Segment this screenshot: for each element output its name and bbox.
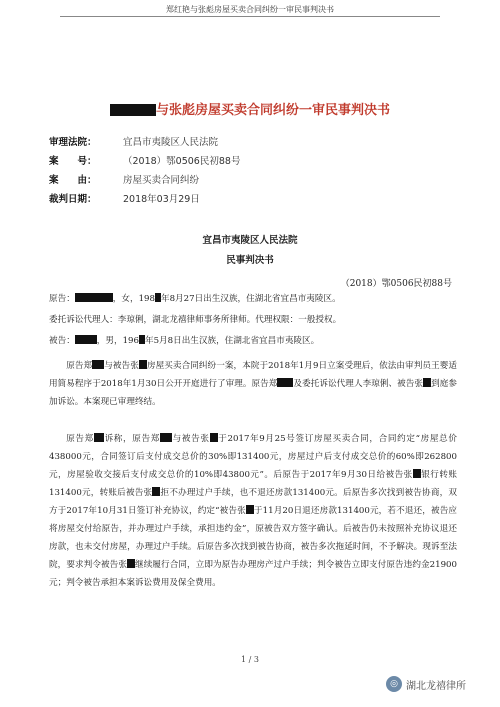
meta-row-cause — [49, 169, 469, 188]
defendant-line — [49, 334, 459, 348]
party-text: ，女，198 — [112, 294, 155, 304]
para-text: 拒不办理过户手续，也不退还房款131400元。后原告多次找到被告协商，双方于2017年10月31日签订补充协议，约定“被告张 — [49, 488, 458, 516]
redaction-bar — [127, 559, 135, 568]
case-number: （2018）鄂0506民初88号 — [340, 279, 452, 289]
brand-watermark — [386, 676, 466, 692]
para-text: 诉称，原告郑 — [103, 434, 161, 444]
meta-value: （2018）鄂0506民初88号 — [123, 155, 241, 167]
agent-line: 委托诉讼代理人：李琼俐，湖北龙禧律师事务所律师。代理权限：一般授权。 — [49, 315, 342, 325]
redaction-bar — [246, 505, 254, 514]
court-name: 宜昌市夷陵区人民法院 — [202, 235, 298, 246]
meta-value: 房屋买卖合同纠纷 — [123, 174, 200, 186]
document-title-text: 与张彪房屋买卖合同纠纷一审民事判决书 — [155, 103, 390, 118]
document-title — [0, 99, 500, 118]
redaction-bar — [277, 378, 293, 387]
para-text: 及委托诉讼代理人李琼俐、被告张 — [293, 379, 424, 389]
meta-row-case-number — [49, 150, 469, 169]
party-text: 原告： — [49, 294, 75, 304]
case-metadata — [49, 131, 469, 207]
redaction-bar — [75, 335, 97, 344]
para-text: 到庭参加诉讼。本案现已审理终结。 — [49, 379, 457, 407]
party-text: ，男，196 — [96, 336, 139, 346]
party-text: 被告： — [49, 336, 75, 346]
redaction-bar — [92, 360, 104, 369]
party-text: 年5月8日出生汉族，住湖北省宜昌市夷陵区。 — [144, 336, 320, 346]
document-type: 民事判决书 — [226, 255, 274, 266]
para-text: 房屋买卖合同纠纷一案，本院于2018年1月9日立案受理后，依法由审判员王婴适用简易程序于2018年1月30日公开开庭进行了审理。原告郑 — [49, 361, 457, 389]
meta-row-court — [49, 131, 469, 150]
paragraph-procedure — [49, 357, 457, 411]
redaction-bar — [75, 293, 113, 302]
para-text: 于2017年9月25号签订房屋买卖合同，合同约定“房屋总价438000元，合同签订后支付成交总价的30%即131400元，房屋过户后支付成交总价的60%即262800元，房屋验收交接后支付成交总价的10%即43800元”。后原告于2017年9月30日给被告张 — [49, 434, 457, 480]
paragraph-claims — [49, 430, 457, 592]
redaction-bar — [110, 104, 156, 116]
running-header: 郑红艳与张彪房屋买卖合同纠纷一审民事判决书 — [166, 5, 334, 14]
plaintiff-line — [49, 292, 459, 306]
meta-label: 案 由： — [49, 174, 97, 186]
meta-label: 裁判日期： — [49, 193, 97, 205]
page-number: 1 / 3 — [241, 655, 259, 664]
party-text: 年8月27日出生汉族，住湖北省宜昌市夷陵区。 — [160, 294, 341, 304]
redaction-bar — [413, 469, 421, 478]
para-text: 于11月20日退还房款131400元，若不退还，被告应将房屋交付给原告，并办理过户手续，承担违约金”，原被告双方签字确认。后被告仍未按照补充协议退还房款，也未交付房屋，办理过户手续。后原告多次找到被告协商，被告多次拖延时间，不予解决。现诉至法院，要求判令被告张 — [49, 506, 457, 570]
meta-label: 案 号： — [49, 155, 97, 167]
meta-value: 2018年03月29日 — [123, 193, 200, 205]
para-text: 银行转账131400元，转账后被告张 — [49, 470, 457, 498]
redaction-bar — [210, 433, 218, 442]
para-text: 原告郑 — [66, 434, 94, 444]
para-text: 继续履行合同，立即为原告办理房产过户手续；判令被告立即支付原告违约金21900元；判令被告承担本案诉讼费用及保全费用。 — [49, 560, 457, 588]
meta-label: 审理法院： — [49, 136, 97, 148]
meta-value: 宜昌市夷陵区人民法院 — [123, 136, 219, 148]
header-divider — [60, 16, 440, 17]
para-text: 原告郑 — [66, 361, 93, 371]
wechat-official-account-icon: ◎ — [386, 676, 402, 692]
meta-row-date — [49, 188, 469, 207]
redaction-bar — [423, 378, 431, 387]
brand-name: 湖北龙禧律所 — [406, 680, 466, 692]
para-text: 与被告张 — [104, 361, 139, 371]
redaction-bar — [139, 360, 147, 369]
redaction-bar — [94, 433, 104, 442]
para-text: 与被告张 — [172, 434, 210, 444]
redaction-bar — [160, 433, 172, 442]
